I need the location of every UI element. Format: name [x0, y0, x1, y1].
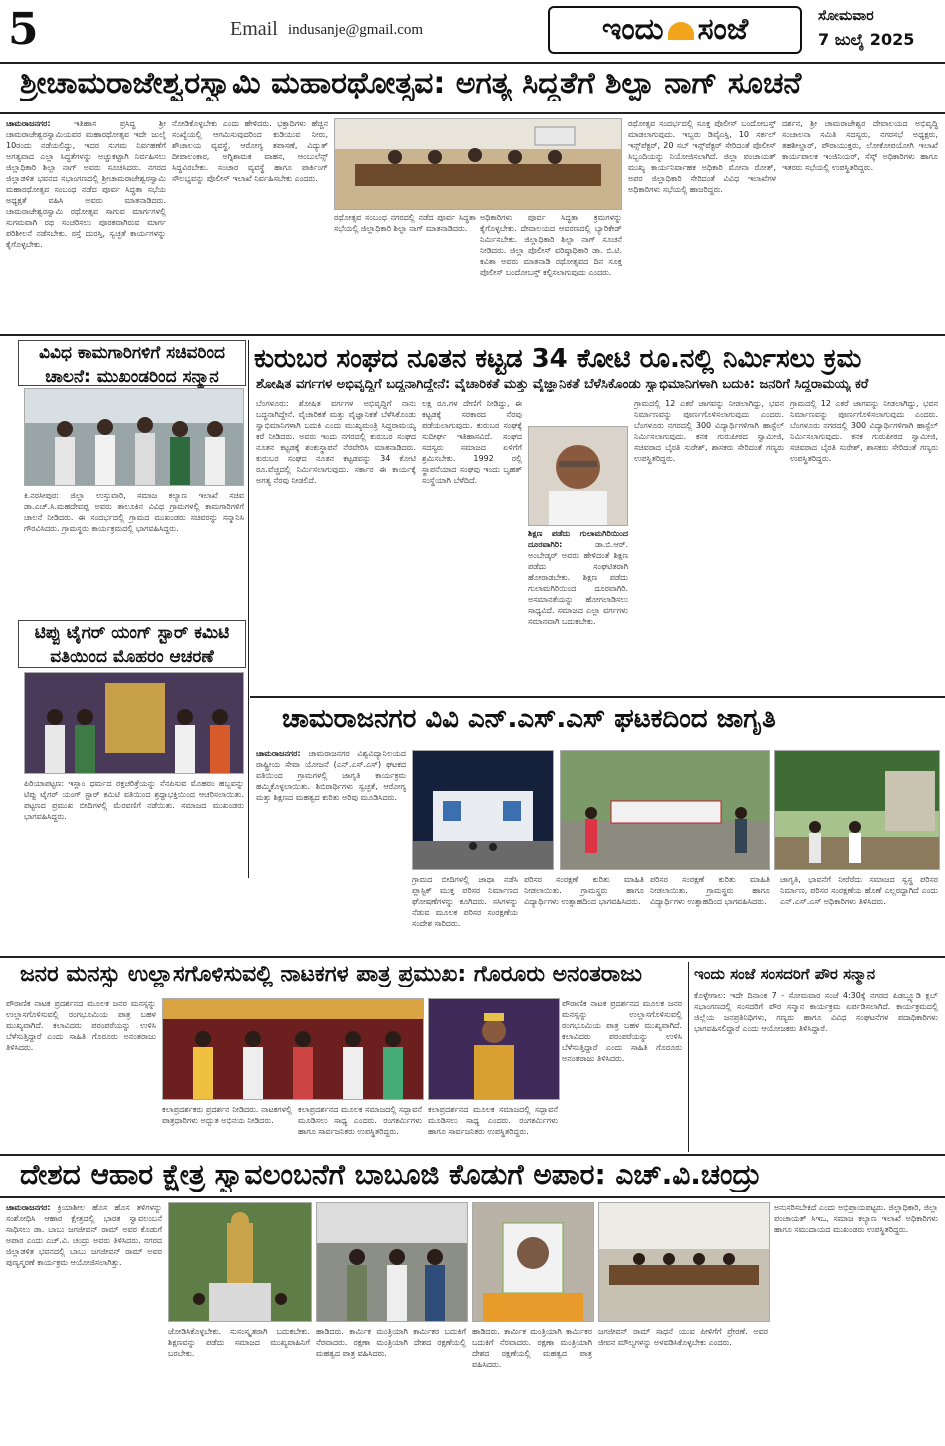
- drama-stage-photo: [162, 998, 424, 1100]
- article7-headline: ಇಂದು ಸಂಜೆ ಸಂಸದರಿಗೆ ಪೌರ ಸನ್ಮಾನ: [694, 965, 876, 983]
- article6-body-c: ಕಲಾಪ್ರದರ್ಶನದ ಮೂಲಕ ಸಮಾಜದಲ್ಲಿ ಸದ್ಭಾವನೆ ಮೂಡಿಸಲು ಸಾಧ್ಯ ಎಂದರು. ರಂಗಕರ್ಮಿಗಳು ಹಾಗೂ ಸಾರ್ವಜನಿಕರು ಉಪಸ್ಥಿತರಿದ್ದರು.: [298, 1105, 422, 1136]
- article6-body-a: ಪೌರಾಣಿಕ ನಾಟಕ ಪ್ರದರ್ಶನದ ಮೂಲಕ ಜನರ ಮನಸ್ಸನ್ನು ಉಲ್ಲಾಸಗೊಳಿಸುವಲ್ಲಿ ರಂಗಭೂಮಿಯ ಪಾತ್ರ ಬಹಳ ಮುಖ್ಯವಾಗಿದೆ. ಕಲಾವಿದರು ಪರಂಪರೆಯನ್ನು ಉಳಿಸಿ ಬೆಳೆಸುತ್ತಿದ್ದಾರೆ ಎಂದು ಸಾಹಿತಿ ಗೊರೂರು ಅನಂತರಾಜು ತಿಳಿಸಿದರು.: [6, 999, 156, 1052]
- logo-right-text: ಸಂಜೆ: [697, 12, 749, 47]
- article4-headline-line1: ಟಿಪ್ಪು ಟೈಗರ್ ಯಂಗ್ ಸ್ಟಾರ್ ಕಮಿಟಿ: [34, 623, 230, 643]
- felicitation-photo: [24, 388, 244, 486]
- article8-body-b: ಜೋಡಿಸಿಕೊಳ್ಳಬೇಕು. ಸುಸಂಸ್ಕೃತರಾಗಿ ಬದುಕಬೇಕು. ಶಿಕ್ಷಣವನ್ನು ಪಡೆದು ಸಮಾಜದ ಮುಖ್ಯವಾಹಿನಿಗೆ ಬರಬೇಕು.: [168, 1327, 310, 1358]
- moharram-photo: [24, 672, 244, 774]
- ceremony-photo: [316, 1202, 468, 1322]
- article1-caption: ರಥೋತ್ಸವ ಸಂಬಂಧ ನಗರದಲ್ಲಿ ನಡೆದ ಪೂರ್ವ ಸಿದ್ಧತಾ ಸಭೆಯಲ್ಲಿ ಜಿಲ್ಲಾಧಿಕಾರಿ ಶಿಲ್ಪಾ ನಾಗ್ ಮಾತನಾಡಿದರು.: [334, 213, 476, 233]
- hall-photo: [598, 1202, 770, 1322]
- nss-rally-photo: [560, 750, 770, 870]
- nss-plantation-photo: [774, 750, 940, 870]
- column-divider: [248, 340, 249, 878]
- divider: [0, 112, 945, 114]
- sun-icon: [668, 22, 694, 40]
- article7-body: ಕೊಳ್ಳೇಗಾಲ: ಇದೇ ದಿನಾಂಕ 7 - ಸೋಮವಾರ ಸಂಜೆ 4:30ಕ್ಕೆ ನಗರದ ಪಿಡಬ್ಲ್ಯೂಡಿ ಕ್ಲಬ್ ಸಭಾಂಗಣದಲ್ಲಿ ಸಂಸದರಿಗೆ ಪೌರ ಸನ್ಮಾನ ಕಾರ್ಯಕ್ರಮ ಏರ್ಪಡಿಸಲಾಗಿದೆ. ಕಾರ್ಯಕ್ರಮದಲ್ಲಿ ಜಿಲ್ಲೆಯ ಜನಪ್ರತಿನಿಧಿಗಳು, ಗಣ್ಯರು ಹಾಗೂ ವಿವಿಧ ಸಂಘಟನೆಗಳ ಪದಾಧಿಕಾರಿಗಳು ಭಾಗವಹಿಸಲಿದ್ದಾರೆ ಎಂದು ಆಯೋಜಕರು ತಿಳಿಸಿದ್ದಾರೆ.: [694, 991, 938, 1033]
- issue-day: ಸೋಮವಾರ: [818, 8, 874, 24]
- article8-body-e: ಅನುಸರಿಸಬೇಕಿದೆ ಎಂದು ಅಭಿಪ್ರಾಯಪಟ್ಟರು. ಜಿಲ್ಲಾಧಿಕಾರಿ, ಜಿಲ್ಲಾ ಪಂಚಾಯತ್ ಸಿಇಒ, ಸಮಾಜ ಕಲ್ಯಾಣ ಇಲಾಖೆ ಅಧಿಕಾರಿಗಳು ಹಾಗೂ ಸಮುದಾಯದ ಮುಖಂಡರು ಉಪಸ್ಥಿತರಿದ್ದರು.: [774, 1203, 938, 1234]
- article2-body-e: ಗ್ರಾಮದಲ್ಲಿ 12 ಎಕರೆ ಜಾಗವನ್ನು ನೀಡಲಾಗಿದ್ದು, ಭವನ ನಿರ್ಮಾಣವನ್ನು ಪೂರ್ಣಗೊಳಿಸಲಾಗುವುದು ಎಂದರು. ಬೆಂಗಳೂರು ನಗರದಲ್ಲಿ 300 ವಿದ್ಯಾರ್ಥಿಗಳಿಗಾಗಿ ಹಾಸ್ಟೆಲ್ ನಿರ್ಮಿಸಲಾಗುವುದು. ಕನಕ ಗುರುಪೀಠದ ಸ್ವಾಮೀಜಿ, ಸಚಿವರಾದ ಬೈರತಿ ಸುರೇಶ್, ಶಾಸಕರು ಸೇರಿದಂತೆ ಗಣ್ಯರು ಉಪಸ್ಥಿತರಿದ್ದರು.: [790, 399, 938, 463]
- article5-headline: ಚಾಮರಾಜನಗರ ವಿವಿ ಎನ್.ಎಸ್.ಎಸ್ ಘಟಕದಿಂದ ಜಾಗೃತಿ: [282, 704, 776, 734]
- chief-minister-photo: [528, 426, 628, 526]
- article6-headline: ಜನರ ಮನಸ್ಸು ಉಲ್ಲಾಸಗೊಳಿಸುವಲ್ಲಿ ನಾಟಕಗಳ ಪಾತ್ರ ಪ್ರಮುಖ: ಗೊರೂರು ಅನಂತರಾಜು: [20, 962, 642, 987]
- divider: [250, 696, 945, 698]
- article2-body-d: ಗ್ರಾಮದಲ್ಲಿ 12 ಎಕರೆ ಜಾಗವನ್ನು ನೀಡಲಾಗಿದ್ದು, ಭವನ ನಿರ್ಮಾಣವನ್ನು ಪೂರ್ಣಗೊಳಿಸಲಾಗುವುದು ಎಂದರು. ಬೆಂಗಳೂರು ನಗರದಲ್ಲಿ 300 ವಿದ್ಯಾರ್ಥಿಗಳಿಗಾಗಿ ಹಾಸ್ಟೆಲ್ ನಿರ್ಮಿಸಲಾಗುವುದು. ಕನಕ ಗುರುಪೀಠದ ಸ್ವಾಮೀಜಿ, ಸಚಿವರಾದ ಬೈರತಿ ಸುರೇಶ್, ಶಾಸಕರು ಸೇರಿದಂತೆ ಗಣ್ಯರು ಉಪಸ್ಥಿತರಿದ್ದರು.: [634, 399, 784, 463]
- issue-date: 7 ಜುಲೈ 2025: [818, 30, 915, 49]
- email-address: indusanje@gmail.com: [288, 22, 424, 38]
- article3-headline-line2: ಚಾಲನೆ: ಮುಖಂಡರಿಂದ ಸನ್ಮಾನ: [45, 367, 219, 387]
- divider: [0, 1154, 945, 1156]
- article1-body-b: ನೋಡಿಕೊಳ್ಳಬೇಕು ಎಂದು ಹೇಳಿದರು. ಭಕ್ತಾದಿಗಳು ಹೆಚ್ಚಿನ ಸಂಖ್ಯೆಯಲ್ಲಿ ಆಗಮಿಸುವುದರಿಂದ ಕುಡಿಯುವ ನೀರು, ಶೌಚಾಲಯ ವ್ಯವಸ್ಥೆ, ಆರೋಗ್ಯ ತಪಾಸಣೆ, ವಿದ್ಯುತ್ ದೀಪಾಲಂಕಾರ, ಅಗ್ನಿಶಾಮಕ ವಾಹನ, ಆಂಬುಲೆನ್ಸ್ ಸಿದ್ಧವಿರಬೇಕು. ಸಂಚಾರ ವ್ಯವಸ್ಥೆ ಹಾಗೂ ಪಾರ್ಕಿಂಗ್ ಸೌಲಭ್ಯವನ್ನು ಪೊಲೀಸ್ ಇಲಾಖೆ ನಿರ್ವಹಿಸಬೇಕು ಎಂದರು.: [172, 119, 328, 183]
- logo-left-text: ಇಂದು: [601, 12, 664, 47]
- article2-headline: ಕುರುಬರ ಸಂಘದ ನೂತನ ಕಟ್ಟಡ 34 ಕೋಟಿ ರೂ.ನಲ್ಲಿ ನಿರ್ಮಿಸಲು ಕ್ರಮ: [254, 344, 862, 374]
- article5-body-a: ಚಾಮರಾಜನಗರ: ಚಾಮರಾಜನಗರ ವಿಶ್ವವಿದ್ಯಾನಿಲಯದ ರಾಷ್ಟ್ರೀಯ ಸೇವಾ ಯೋಜನೆ (ಎನ್.ಎಸ್.ಎಸ್) ಘಟಕದ ವತಿಯಿಂದ ಗ್ರಾಮಗಳಲ್ಲಿ ಜಾಗೃತಿ ಕಾರ್ಯಕ್ರಮ ಹಮ್ಮಿಕೊಳ್ಳಲಾಯಿತು. ಶಿಬಿರಾರ್ಥಿಗಳು ಸ್ವಚ್ಛತೆ, ಆರೋಗ್ಯ ಮತ್ತು ಶಿಕ್ಷಣದ ಮಹತ್ವದ ಕುರಿತು ಅರಿವು ಮೂಡಿಸಿದರು.: [256, 749, 406, 802]
- article1-body-d: ರಥೋತ್ಸವ ಸಂದರ್ಭದಲ್ಲಿ ಸೂಕ್ತ ಪೊಲೀಸ್ ಬಂದೋಬಸ್ತ್ ಮಾಡಲಾಗುವುದು. ಇಬ್ಬರು ಡಿವೈಎಸ್ಪಿ, 10 ಸರ್ಕಲ್ ಇನ್ಸ್‌ಪೆಕ್ಟರ್, 20 ಸಬ್ ಇನ್ಸ್‌ಪೆಕ್ಟರ್ ಸೇರಿದಂತೆ ಪೊಲೀಸ್ ಸಿಬ್ಬಂದಿಯನ್ನು ನಿಯೋಜಿಸಲಾಗಿದೆ. ಜಿಲ್ಲಾ ಪಂಚಾಯತ್ ಮುಖ್ಯ ಕಾರ್ಯನಿರ್ವಾಹಕ ಅಧಿಕಾರಿ ಮೋನಾ ರೋತ್, ಅಪರ ಜಿಲ್ಲಾಧಿಕಾರಿ ಸೇರಿದಂತೆ ವಿವಿಧ ಇಲಾಖೆಗಳ ಅಧಿಕಾರಿಗಳು ಸಭೆಯಲ್ಲಿ ಹಾಜರಿದ್ದರು.: [628, 119, 776, 194]
- statue-photo: [168, 1202, 312, 1322]
- page-number: 5: [8, 4, 39, 55]
- article3-headline-box: [18, 340, 246, 386]
- nss-building-photo: [412, 750, 554, 870]
- article8-body-a: ಚಾಮರಾಜನಗರ: ಕ್ರಿಯಾಶೀಲ ಹೊಸ ಹೊಸ ತಳಿಗಳನ್ನು ಸಂಶೋಧಿಸಿ ಆಹಾರ ಕ್ಷೇತ್ರದಲ್ಲಿ ಭಾರತ ಸ್ವಾವಲಂಬನೆ ಸಾಧಿಸಲು ಡಾ. ಬಾಬು ಜಗಜೀವನ್ ರಾಮ್ ಅವರ ಕೊಡುಗೆ ಅಪಾರ ಎಂದು ಎಚ್.ವಿ. ಚಂದ್ರು ಅವರು ತಿಳಿಸಿದರು. ನಗರದ ಜಿಲ್ಲಾಡಳಿತ ಭವನದಲ್ಲಿ ಬಾಬು ಜಗಜೀವನ್ ರಾಮ್ ಅವರ ಪುಣ್ಯಸ್ಮರಣೆ ಕಾರ್ಯಕ್ರಮ ಆಯೋಜಿಸಲಾಗಿತ್ತು.: [6, 1203, 162, 1267]
- article6-body-c2: ಕಲಾಪ್ರದರ್ಶನದ ಮೂಲಕ ಸಮಾಜದಲ್ಲಿ ಸದ್ಭಾವನೆ ಮೂಡಿಸಲು ಸಾಧ್ಯ ಎಂದರು. ರಂಗಕರ್ಮಿಗಳು ಹಾಗೂ ಸಾರ್ವಜನಿಕರು ಉಪಸ್ಥಿತರಿದ್ದರು.: [428, 1105, 558, 1136]
- divider: [0, 334, 945, 336]
- drama-artists-photo: [428, 998, 560, 1100]
- article5-body-d: ಜಾಗೃತಿ, ಭಾವನೆಗೆ ನೀರೆರೆದು ಸಮಾಜದ ಸ್ವಸ್ಥ ಪರಿಸರ ನಿರ್ಮಾಣ, ಪರಿಸರ ಸಂರಕ್ಷಣೆಯ ಹೊಣೆ ಎಲ್ಲರದ್ದಾಗಿದೆ ಎಂದು ಎನ್.ಎಸ್.ಎಸ್ ಅಧಿಕಾರಿಗಳು ತಿಳಿಸಿದರು.: [780, 875, 938, 906]
- meeting-photo: [334, 118, 622, 210]
- article5-body-b: ಗ್ರಾಮದ ಬೀದಿಗಳಲ್ಲಿ ಜಾಥಾ ನಡೆಸಿ ಪ್ಲಾಸ್ಟಿಕ್ ಮುಕ್ತ ಪರಿಸರ ನಿರ್ಮಾಣದ ಘೋಷಣೆಗಳನ್ನು ಕೂಗಿದರು. ಸಸಿಗಳನ್ನು ನೆಡುವ ಮೂಲಕ ಪರಿಸರ ಸಂರಕ್ಷಣೆಯ ಸಂದೇಶ ಸಾರಿದರು.: [412, 875, 518, 928]
- article4-headline-line2: ವತಿಯಿಂದ ಮೊಹರಂ ಆಚರಣೆ: [50, 647, 214, 667]
- article8-headline: ದೇಶದ ಆಹಾರ ಕ್ಷೇತ್ರ ಸ್ವಾವಲಂಬನೆಗೆ ಬಾಬೂಜಿ ಕೊಡುಗೆ ಅಪಾರ: ಎಚ್.ವಿ.ಚಂದ್ರು: [20, 1158, 761, 1191]
- article1-headline: ಶ್ರೀಚಾಮರಾಜೇಶ್ವರಸ್ವಾಮಿ ಮಹಾರಥೋತ್ಸವ: ಅಗತ್ಯ ಸಿದ್ಧತೆಗೆ ಶಿಲ್ಪಾ ನಾಗ್ ಸೂಚನೆ: [20, 66, 802, 101]
- newspaper-logo: [548, 6, 802, 54]
- article2-body-b: ಲಕ್ಷ ರೂ.ಗಳ ದೇಣಿಗೆ ನೀಡಿದ್ದು, ಈ ಕಟ್ಟಡಕ್ಕೆ ಸರಕಾರದ ನೆರವು ಪಡೆಯಲಾಗುವುದು. ಕುರುಬರ ಸಂಘಕ್ಕೆ ಸುದೀರ್ಘ ಇತಿಹಾಸವಿದೆ. ಸಂಘದ ಸದಸ್ಯರು ಸಮಾಜದ ಏಳಿಗೆಗೆ ಶ್ರಮಿಸಬೇಕು. 1992 ರಲ್ಲಿ ಸ್ಥಾಪನೆಯಾದ ಸಂಘವು ಇಂದು ಬೃಹತ್ ಸಂಸ್ಥೆಯಾಗಿ ಬೆಳೆದಿದೆ.: [422, 399, 522, 485]
- article8-body-d: ಜಗಜೀವನ್ ರಾಮ್ ಸಾಧನೆ ಯುವ ಪೀಳಿಗೆಗೆ ಪ್ರೇರಣೆ. ಅವರ ಜೀವನ ಮೌಲ್ಯಗಳನ್ನು ಅಳವಡಿಸಿಕೊಳ್ಳಬೇಕು ಎಂದರು.: [598, 1327, 768, 1347]
- article6-body-b: ಕಲಾಪ್ರದರ್ಶಕರು ಪ್ರದರ್ಶನ ನೀಡಿದರು. ನಾಟಕಗಳಲ್ಲಿ ಪಾತ್ರಧಾರಿಗಳು ಅದ್ಭುತ ಅಭಿನಯ ನೀಡಿದರು.: [162, 1105, 292, 1125]
- article1-body-c: ಅಧಿಕಾರಿಗಳು ಪೂರ್ವ ಸಿದ್ಧತಾ ಕ್ರಮಗಳನ್ನು ಕೈಗೊಳ್ಳಬೇಕು. ದೇವಾಲಯದ ಆವರಣದಲ್ಲಿ ಬ್ಯಾರಿಕೇಡ್ ನಿರ್ಮಿಸಬೇಕು. ಜಿಲ್ಲಾಧಿಕಾರಿ ಶಿಲ್ಪಾ ನಾಗ್ ಸೂಚನೆ ನೀಡಿದರು. ಜಿಲ್ಲಾ ಪೊಲೀಸ್ ವರಿಷ್ಠಾಧಿಕಾರಿ ಡಾ. ಬಿ.ಟಿ. ಕವಿತಾ ಅವರು ಮಾತನಾಡಿ ರಥೋತ್ಸವದ ದಿನ ಸೂಕ್ತ ಪೊಲೀಸ್ ಬಂದೋಬಸ್ತ್ ಕಲ್ಪಿಸಲಾಗುವುದು ಎಂದರು.: [480, 213, 622, 277]
- article3-body: ಕಿ.ನರಸೀಪುರ: ಜಿಲ್ಲಾ ಉಸ್ತುವಾರಿ, ಸಮಾಜ ಕಲ್ಯಾಣ ಇಲಾಖೆ ಸಚಿವ ಡಾ.ಎಚ್.ಸಿ.ಮಹದೇವಪ್ಪ ಅವರು ತಾಲೂಕಿನ ವಿವಿಧ ಗ್ರಾಮಗಳಲ್ಲಿ ಕಾಮಗಾರಿಗಳಿಗೆ ಚಾಲನೆ ನೀಡಿದರು. ಈ ಸಂದರ್ಭದಲ್ಲಿ ಗ್ರಾಮದ ಮುಖಂಡರು ಸಚಿವರನ್ನು ಸನ್ಮಾನಿಸಿ ಗೌರವಿಸಿದರು. ಗ್ರಾಮಸ್ಥರು ಕಾರ್ಯಕ್ರಮದಲ್ಲಿ ಭಾಗವಹಿಸಿದ್ದರು.: [24, 491, 244, 533]
- article8-body-c2: ಹಾಡಿದರು. ಕಾರ್ಮಿಕ ಮಂತ್ರಿಯಾಗಿ ಕಾರ್ಮಿಕರ ಬದುಕಿಗೆ ನೆರವಾದರು. ರಕ್ಷಣಾ ಮಂತ್ರಿಯಾಗಿ ದೇಶದ ರಕ್ಷಣೆಯಲ್ಲಿ ಮಹತ್ವದ ಪಾತ್ರ ವಹಿಸಿದರು.: [472, 1327, 592, 1369]
- article8-body-c: ಹಾಡಿದರು. ಕಾರ್ಮಿಕ ಮಂತ್ರಿಯಾಗಿ ಕಾರ್ಮಿಕರ ಬದುಕಿಗೆ ನೆರವಾದರು. ರಕ್ಷಣಾ ಮಂತ್ರಿಯಾಗಿ ದೇಶದ ರಕ್ಷಣೆಯಲ್ಲಿ ಮಹತ್ವದ ಪಾತ್ರ ವಹಿಸಿದರು.: [316, 1327, 466, 1358]
- article5-body-c: ಪರಿಸರ ಸಂರಕ್ಷಣೆ ಕುರಿತು ಮಾಹಿತಿ ನೀಡಲಾಯಿತು. ಗ್ರಾಮಸ್ಥರು ಹಾಗೂ ವಿದ್ಯಾರ್ಥಿಗಳು ಉತ್ಸಾಹದಿಂದ ಭಾಗವಹಿಸಿದರು.: [524, 875, 644, 906]
- tribute-photo: [472, 1202, 594, 1322]
- masthead: [0, 0, 945, 64]
- article3-headline-line1: ವಿವಿಧ ಕಾಮಗಾರಿಗಳಿಗೆ ಸಚಿವರಿಂದ: [39, 343, 225, 363]
- article2-body-a: ಬೆಂಗಳೂರು: ಶೋಷಿತ ವರ್ಗಗಳ ಅಭಿವೃದ್ಧಿಗೆ ನಾನು ಬದ್ಧನಾಗಿದ್ದೇನೆ. ವೈಚಾರಿಕತೆ ಮತ್ತು ವೈಜ್ಞಾನಿಕತೆ ಬೆಳೆಸಿಕೊಂಡು ಸ್ವಾಭಿಮಾನಿಗಳಾಗಿ ಬದುಕಿ ಎಂದು ಮುಖ್ಯಮಂತ್ರಿ ಸಿದ್ದರಾಮಯ್ಯ ಕರೆ ನೀಡಿದರು. ಅವರು ಇಂದು ನಗರದಲ್ಲಿ ಕುರುಬರ ಸಂಘದ ನೂತನ ಕಟ್ಟಡಕ್ಕೆ ಶಂಕುಸ್ಥಾಪನೆ ನೆರವೇರಿಸಿ ಮಾತನಾಡಿದರು. ಕುರುಬರ ಸಂಘದ ನೂತನ ಕಟ್ಟಡವನ್ನು 34 ಕೋಟಿ ರೂ.ವೆಚ್ಚದಲ್ಲಿ ನಿರ್ಮಿಸಲಾಗುವುದು. ಸರ್ಕಾರ ಈ ಕಾರ್ಯಕ್ಕೆ ಅಗತ್ಯ ನೆರವು ನೀಡಲಿದೆ.: [256, 399, 416, 485]
- column-divider: [688, 962, 689, 1152]
- email-label: Email: [230, 18, 278, 40]
- article5-body-c2: ಪರಿಸರ ಸಂರಕ್ಷಣೆ ಕುರಿತು ಮಾಹಿತಿ ನೀಡಲಾಯಿತು. ಗ್ರಾಮಸ್ಥರು ಹಾಗೂ ವಿದ್ಯಾರ್ಥಿಗಳು ಉತ್ಸಾಹದಿಂದ ಭಾಗವಹಿಸಿದರು.: [650, 875, 770, 906]
- article2-subheadline: ಶೋಷಿತ ವರ್ಗಗಳ ಅಭಿವೃದ್ಧಿಗೆ ಬದ್ಧನಾಗಿದ್ದೇನೆ: ವೈಚಾರಿಕತೆ ಮತ್ತು ವೈಜ್ಞಾನಿಕತೆ ಬೆಳೆಸಿಕೊಂಡು ಸ್ವಾಭಿಮಾನಿಗಳಾಗಿ ಬದುಕಿ: ಜನರಿಗೆ ಸಿದ್ದರಾಮಯ್ಯ ಕರೆ: [256, 377, 869, 392]
- divider: [0, 956, 945, 958]
- article6-body-d: ಪೌರಾಣಿಕ ನಾಟಕ ಪ್ರದರ್ಶನದ ಮೂಲಕ ಜನರ ಮನಸ್ಸನ್ನು ಉಲ್ಲಾಸಗೊಳಿಸುವಲ್ಲಿ ರಂಗಭೂಮಿಯ ಪಾತ್ರ ಬಹಳ ಮುಖ್ಯವಾಗಿದೆ. ಕಲಾವಿದರು ಪರಂಪರೆಯನ್ನು ಉಳಿಸಿ ಬೆಳೆಸುತ್ತಿದ್ದಾರೆ ಎಂದು ಸಾಹಿತಿ ಗೊರೂರು ಅನಂತರಾಜು ತಿಳಿಸಿದರು.: [562, 999, 682, 1063]
- article1-body-e: ದರ್ಶನ, ಶ್ರೀ ಚಾಮರಾಜೇಶ್ವರ ದೇವಾಲಯದ ಅಭಿವೃದ್ಧಿ ಸಂಚಾಲನಾ ಸಮಿತಿ ಸದಸ್ಯರು, ನಗರಸಭೆ ಅಧ್ಯಕ್ಷರು, ತಹಶೀಲ್ದಾರ್, ಪೌರಾಯುಕ್ತರು, ಲೋಕೋಪಯೋಗಿ ಇಲಾಖೆ ಕಾರ್ಯಪಾಲಕ ಇಂಜಿನಿಯರ್, ಸೆಸ್ಕ್ ಅಧಿಕಾರಿಗಳು ಹಾಗೂ ಇತರರು ಸಭೆಯಲ್ಲಿ ಉಪಸ್ಥಿತರಿದ್ದರು.: [782, 119, 938, 172]
- article4-body: ಪಿರಿಯಾಪಟ್ಟಣ: ಇಸ್ಲಾಂ ಧರ್ಮದ ರಕ್ತಚರಿತ್ರೆಯನ್ನು ನೆನಪಿಸುವ ಮೊಹರಂ ಹಬ್ಬವನ್ನು ಟಿಪ್ಪು ಟೈಗರ್ ಯಂಗ್ ಸ್ಟಾರ್ ಕಮಿಟಿ ವತಿಯಿಂದ ಶ್ರದ್ಧಾಭಕ್ತಿಯಿಂದ ಆಚರಿಸಲಾಯಿತು. ಪಟ್ಟಣದ ಪ್ರಮುಖ ಬೀದಿಗಳಲ್ಲಿ ಮೆರವಣಿಗೆ ನಡೆಯಿತು. ಸಮಾಜದ ಮುಖಂಡರು ಭಾಗವಹಿಸಿದ್ದರು.: [24, 779, 244, 821]
- article2-body-c: ಶಿಕ್ಷಣ ಪಡೆದು ಗುಲಾಮಗಿರಿಯಿಂದ ದೂರವಾಗಿರಿ: ಡಾ.ಬಿ.ಆರ್. ಅಂಬೇಡ್ಕರ್ ಅವರು ಹೇಳಿದಂತೆ ಶಿಕ್ಷಣ ಪಡೆದು ಸಂಘಟಿತರಾಗಿ ಹೋರಾಡಬೇಕು. ಶಿಕ್ಷಣ ಪಡೆದು ಗುಲಾಮಗಿರಿಯಿಂದ ದೂರವಾಗಿರಿ. ಅಸಮಾನತೆಯನ್ನು ಹೋಗಲಾಡಿಸಲು ಸಾಧ್ಯವಿದೆ. ಸಮಾಜದ ಎಲ್ಲಾ ವರ್ಗಗಳು ಸಮಾನವಾಗಿ ಬದುಕಬೇಕು.: [528, 529, 628, 626]
- article1-body-a: ಚಾಮರಾಜನಗರ: ಇತಿಹಾಸ ಪ್ರಸಿದ್ಧ ಶ್ರೀ ಚಾಮರಾಜೇಶ್ವರಸ್ವಾಮಿಯವರ ಮಹಾರಥೋತ್ಸವ ಇದೇ ಜುಲೈ 10ರಂದು ನಡೆಯಲಿದ್ದು, ಇದರ ಸುಗಮ ನಿರ್ವಹಣೆಗೆ ಅಗತ್ಯವಾದ ಎಲ್ಲಾ ಸಿದ್ಧತೆಗಳನ್ನು ಅಚ್ಚುಕಟ್ಟಾಗಿ ನಿರ್ವಹಿಸಲು ಜಿಲ್ಲಾಧಿಕಾರಿ ಶಿಲ್ಪಾ ನಾಗ್ ಅವರು ಸೂಚಿಸಿದರು. ನಗರದ ಜಿಲ್ಲಾಡಳಿತ ಭವನದ ಸಭಾಂಗಣದಲ್ಲಿ ಶ್ರೀಚಾಮರಾಜೇಶ್ವರಸ್ವಾಮಿ ಮಹಾರಥೋತ್ಸವ ಸಂಬಂಧ ನಡೆದ ಪೂರ್ವ ಸಿದ್ಧತಾ ಸಭೆಯ ಅಧ್ಯಕ್ಷತೆ ವಹಿಸಿ ಅವರು ಮಾತನಾಡಿದರು. ಚಾಮರಾಜೇಶ್ವರಸ್ವಾಮಿ ರಥೋತ್ಸವ ಸಾಗುವ ಮಾರ್ಗಗಳಲ್ಲಿ ಸುಗಮವಾಗಿ ರಥ ಸಂಚರಿಸಲು ಪೂರಕವಾಗಿರುವ ಮಾರ್ಗ ಪರಿಶೀಲನೆ ನಡೆಸಬೇಕು. ರಸ್ತೆ ದುರಸ್ತಿ, ಸ್ವಚ್ಛತೆ ಕಾರ್ಯಗಳನ್ನು ಕೈಗೊಳ್ಳಬೇಕು.: [6, 119, 166, 249]
- article4-headline-box: [18, 620, 246, 668]
- divider: [0, 1196, 945, 1198]
